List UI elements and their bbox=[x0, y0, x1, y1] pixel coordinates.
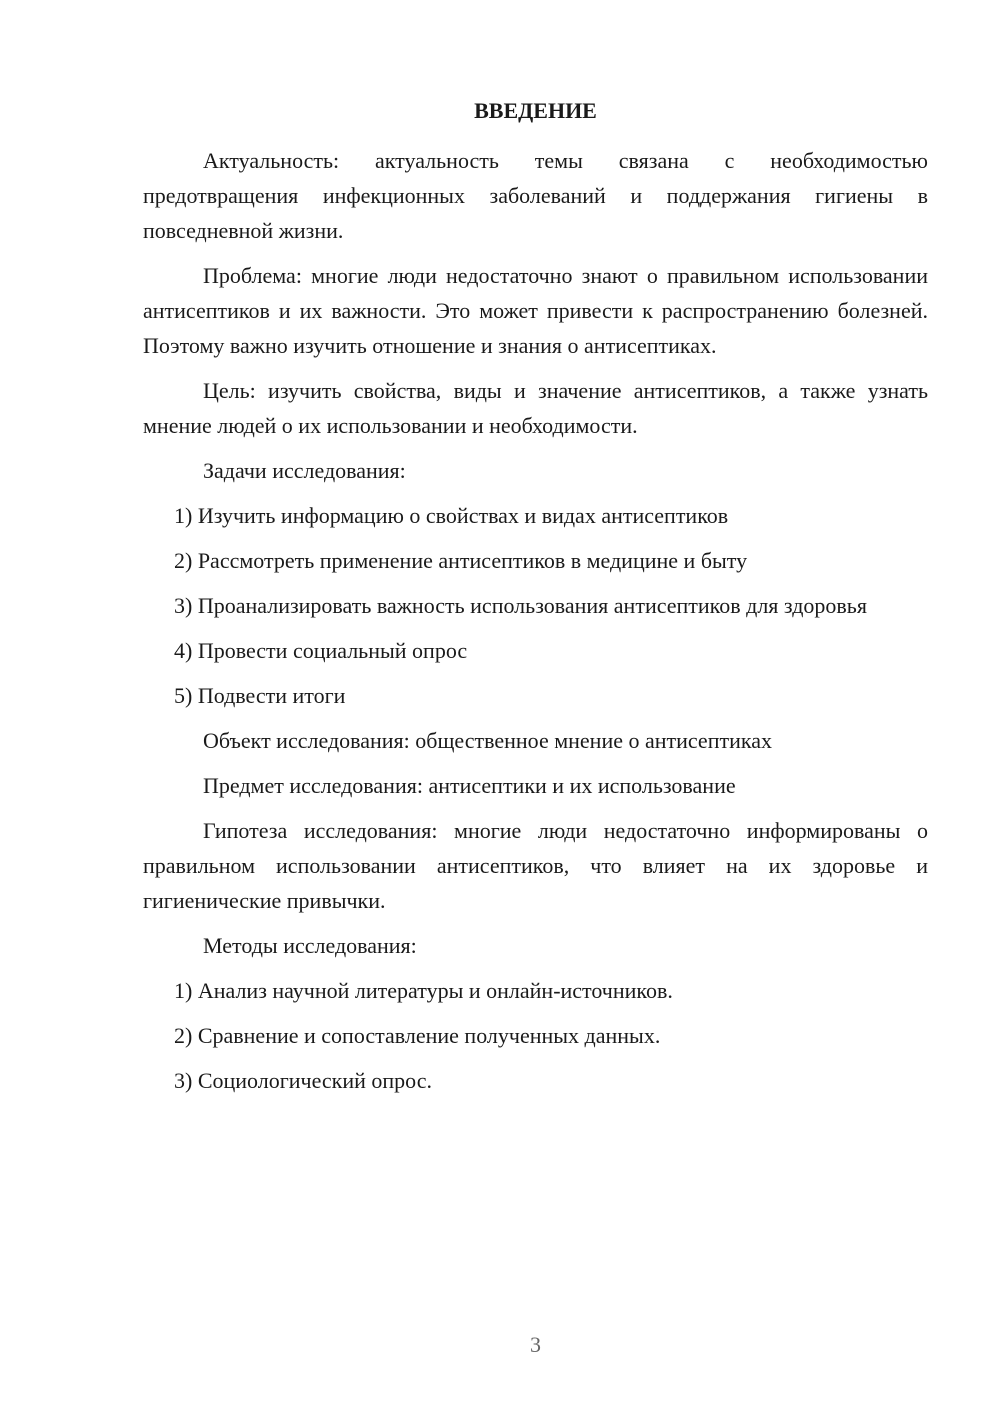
subject-paragraph: Предмет исследования: антисептики и их использование bbox=[203, 773, 736, 798]
document-page bbox=[143, 0, 928, 1414]
methods-heading: Методы исследования: bbox=[203, 933, 417, 958]
document-body bbox=[143, 143, 928, 1108]
relevance-paragraph: Актуальность: актуальность темы связана с необходимостью предотвращения инфекционных заболеваний и поддержания гигиены в повседневной жизни. bbox=[143, 148, 928, 243]
method-item-1: 1) Анализ научной литературы и онлайн-источников. bbox=[174, 978, 673, 1003]
page-number: 3 bbox=[530, 1332, 541, 1357]
goal-paragraph: Цель: изучить свойства, виды и значение антисептиков, а также узнать мнение людей о их использовании и необходимости. bbox=[143, 378, 928, 438]
object-paragraph: Объект исследования: общественное мнение о антисептиках bbox=[203, 728, 772, 753]
method-item-3: 3) Социологический опрос. bbox=[174, 1068, 432, 1093]
task-item-1: 1) Изучить информацию о свойствах и видах антисептиков bbox=[174, 503, 729, 528]
task-item-2: 2) Рассмотреть применение антисептиков в медицине и быту bbox=[174, 548, 748, 573]
task-item-3: 3) Проанализировать важность использования антисептиков для здоровья bbox=[174, 593, 867, 618]
tasks-heading: Задачи исследования: bbox=[203, 458, 406, 483]
method-item-2: 2) Сравнение и сопоставление полученных данных. bbox=[174, 1023, 661, 1048]
problem-paragraph: Проблема: многие люди недостаточно знают о правильном использовании антисептиков и их важности. Это может привести к распространению болезней. Поэтому важно изучить отношение и знания о антисептиках. bbox=[143, 263, 928, 358]
hypothesis-paragraph: Гипотеза исследования: многие люди недостаточно информированы о правильном использовании антисептиков, что влияет на их здоровье и гигиенические привычки. bbox=[143, 818, 928, 913]
page-title: ВВЕДЕНИЕ bbox=[474, 98, 597, 123]
task-item-5: 5) Подвести итоги bbox=[174, 683, 346, 708]
task-item-4: 4) Провести социальный опрос bbox=[174, 638, 468, 663]
